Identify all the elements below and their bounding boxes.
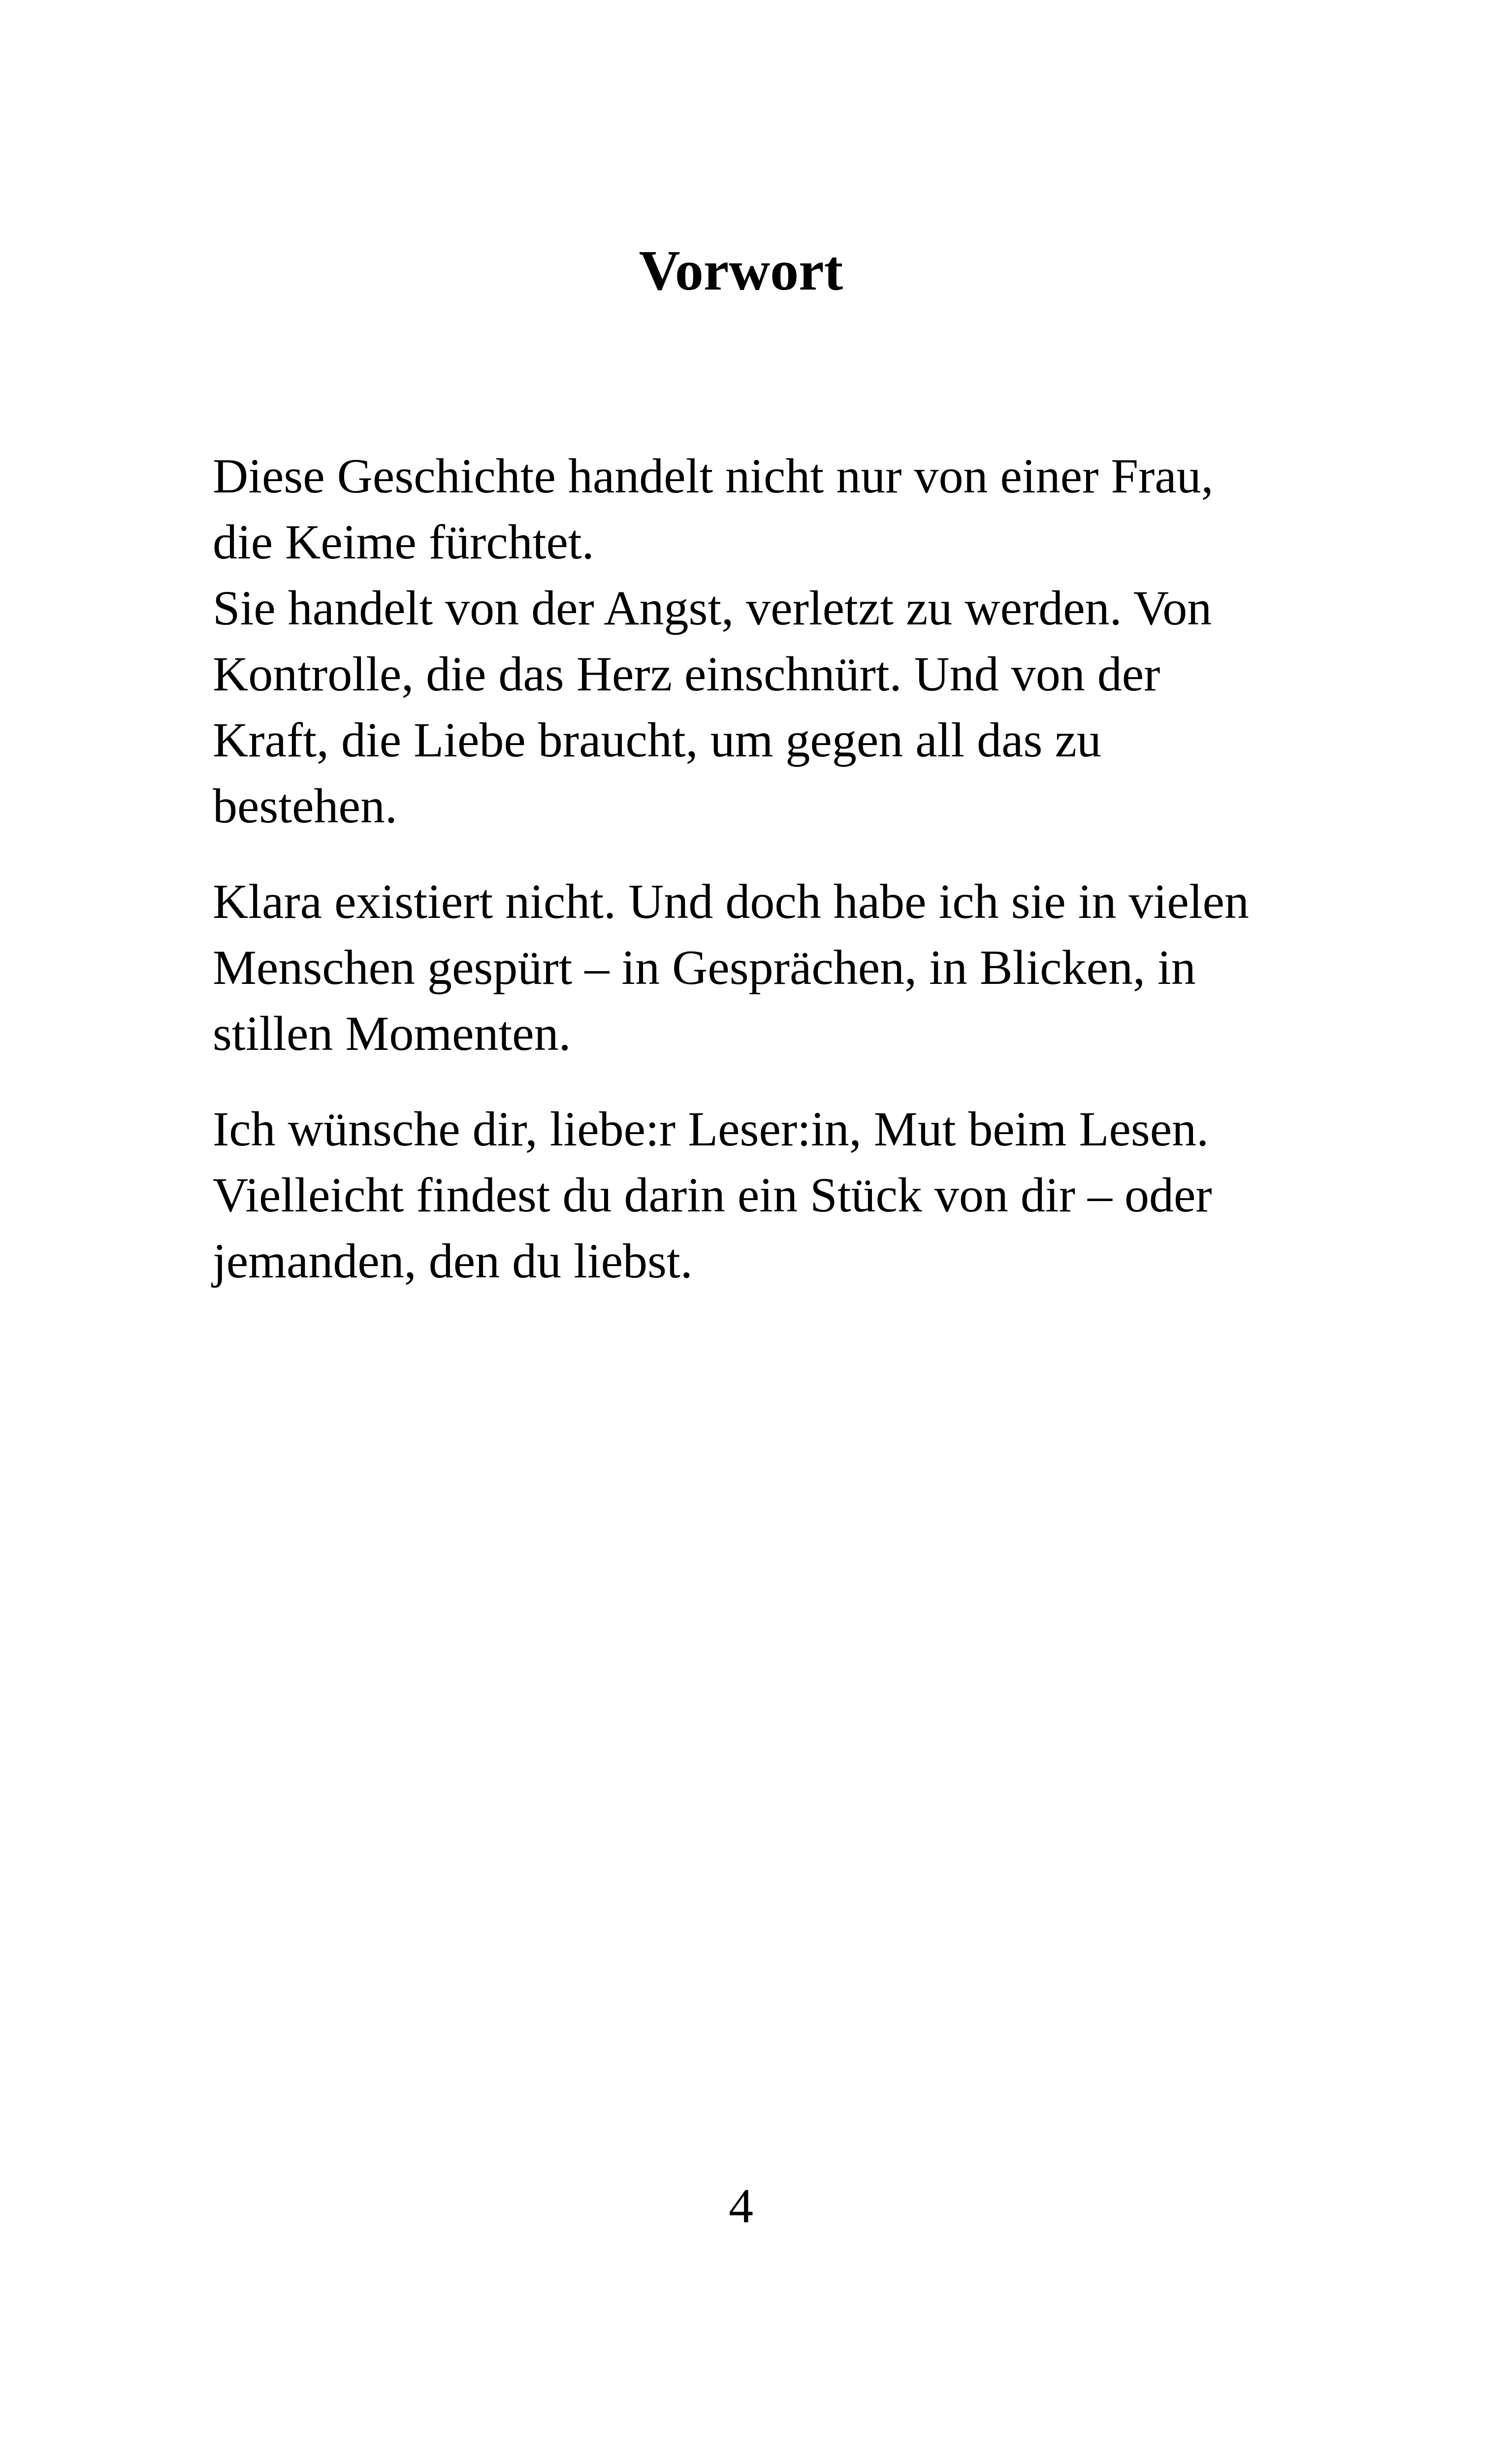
page-number: 4: [729, 2179, 753, 2233]
body-text: [213, 443, 1345, 1324]
text-line: stillen Momenten.: [213, 1006, 571, 1061]
text-line: Diese Geschichte handelt nicht nur von einer Frau,: [213, 449, 1214, 503]
text-line: bestehen.: [213, 779, 397, 833]
text-line: Vielleicht findest du darin ein Stück von dir – oder: [213, 1168, 1212, 1222]
text-line: Kraft, die Liebe braucht, um gegen all das zu: [213, 713, 1101, 767]
text-line: Sie handelt von der Angst, verletzt zu werden. Von: [213, 581, 1212, 635]
text-line: jemanden, den du liebst.: [213, 1234, 693, 1288]
page-title: Vorwort: [639, 239, 843, 302]
text-line: die Keime fürchtet.: [213, 515, 594, 569]
text-line: Ich wünsche dir, liebe:r Leser:in, Mut beim Lesen.: [213, 1102, 1209, 1156]
text-line: Kontrolle, die das Herz einschnürt. Und von der: [213, 647, 1160, 701]
text-line: Klara existiert nicht. Und doch habe ich sie in vielen: [213, 874, 1249, 929]
paragraph-2: [213, 869, 1345, 1067]
paragraph-3: [213, 1096, 1345, 1294]
text-line: Menschen gespürt – in Gesprächen, in Blicken, in: [213, 940, 1196, 995]
paragraph-1: [213, 443, 1345, 839]
